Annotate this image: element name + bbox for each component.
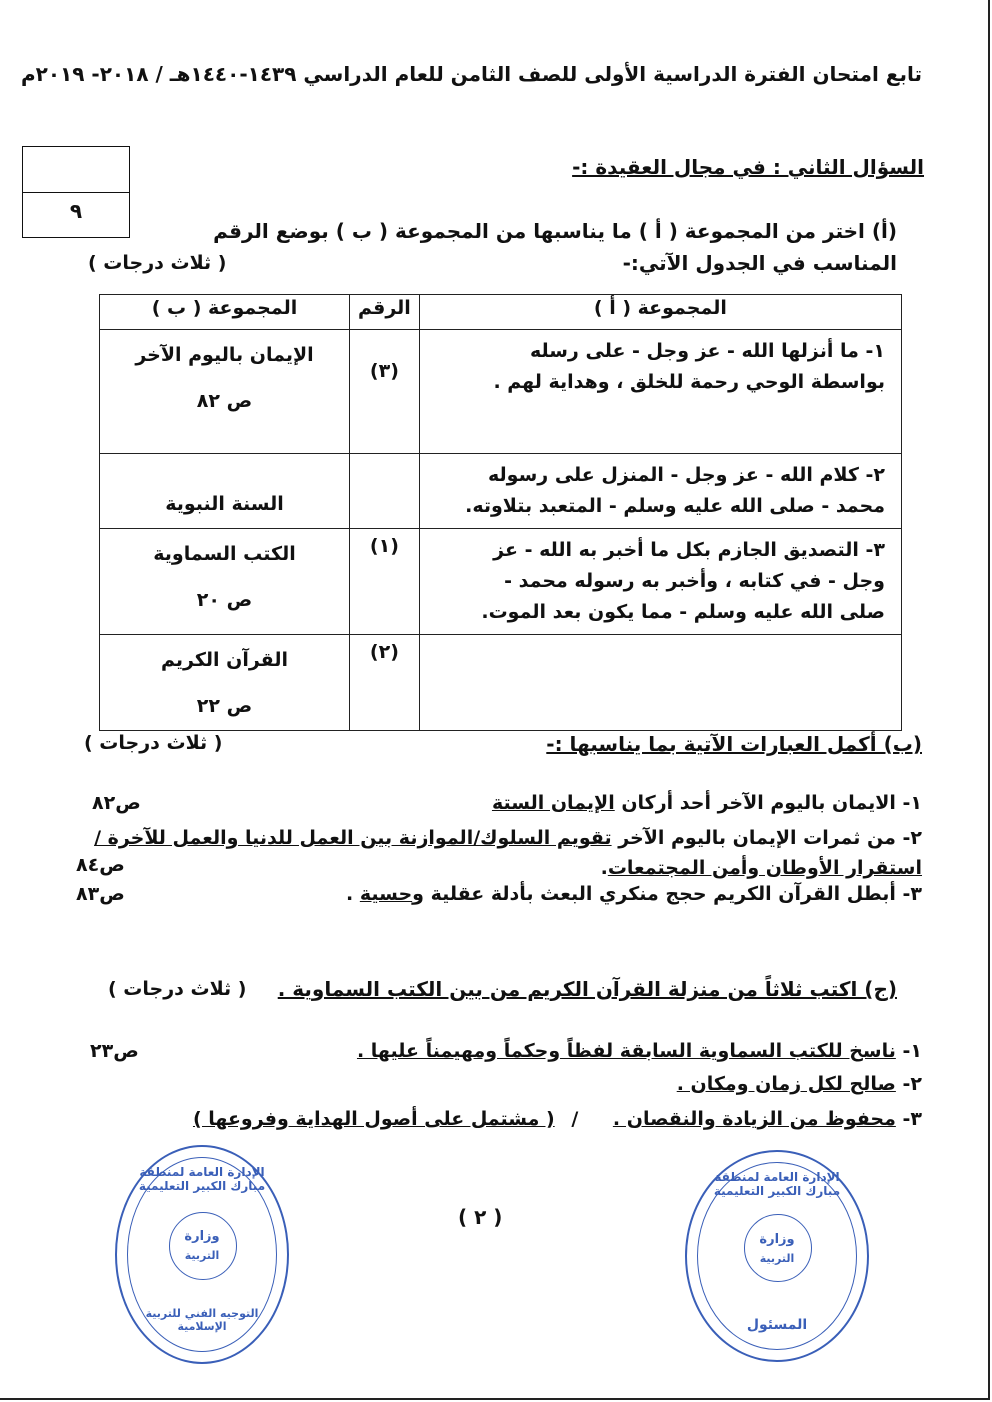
- answer-text: الإيمان الستة: [491, 792, 615, 814]
- part-c-item-2: ٢- صالح لكل زمان ومكان .: [676, 1073, 922, 1095]
- question-title: السؤال الثاني : في مجال العقيدة :-: [572, 155, 924, 179]
- group-b-page: ص ٢٢: [196, 695, 253, 717]
- group-b-cell: [100, 529, 350, 635]
- group-a-cell: ١- ما أنزلها الله - عز وجل - على رسله بواسطة الوحي رحمة للخلق ، وهداية لهم .: [419, 330, 901, 454]
- emblem-icon: [744, 1214, 812, 1282]
- table-row: [100, 330, 902, 454]
- page-ref: ص٨٣: [76, 883, 125, 905]
- part-b-item-3: ٣- أبطل القرآن الكريم حجج منكري البعث بأدلة عقلية وحسية .: [345, 883, 922, 905]
- page-number: ( ٢ ): [458, 1205, 503, 1229]
- left-stamp: الإدارة العامة لمنطقة مبارك الكبير التعليمية وزارة التربية التوجيه الفني للتربية الإسلامية: [115, 1145, 289, 1364]
- part-a-marks: ( ثلاث درجات ): [88, 252, 227, 274]
- part-c-item-1: ١- ناسخ للكتب السماوية السابقة لفظاً وحكماً ومهيمناً عليها .: [356, 1040, 922, 1062]
- number-cell: [350, 454, 420, 529]
- grade-score: ٩: [69, 199, 83, 223]
- group-b-page: ص ٢٠: [196, 589, 253, 611]
- group-b-cell: [100, 454, 350, 529]
- part-c-item-3: ٣- محفوظ من الزيادة والنقصان . / ( مشتمل على أصول الهداية وفروعها ): [192, 1108, 922, 1130]
- group-b-term: الكتب السماوية: [153, 543, 296, 565]
- number-cell: (١): [350, 529, 420, 635]
- part-b-item-1: ١- الايمان باليوم الآخر أحد أركان الإيمان الستة: [491, 792, 922, 814]
- matching-table: [99, 294, 902, 731]
- alt-answer-text: ( مشتمل على أصول الهداية وفروعها ): [192, 1108, 555, 1130]
- group-a-cell: ٣- التصديق الجازم بكل ما أخبر به الله - عز وجل - في كتابه ، وأخبر به رسوله محمد - صلى الله عليه وسلم - مما يكون بعد الموت.: [419, 529, 901, 635]
- number-cell: (٢): [350, 635, 420, 731]
- header-group-b: المجموعة ( ب ): [100, 295, 350, 330]
- page-ref: ص٢٣: [90, 1040, 139, 1062]
- group-b-term: القرآن الكريم: [160, 649, 289, 671]
- part-a-instruction: (أ) اختر من المجموعة ( أ ) ما يناسبها من المجموعة ( ب ) بوضع الرقم المناسب في الجدول الآتي:-: [213, 219, 897, 275]
- group-b-term: السنة النبوية: [165, 493, 284, 515]
- table-header-row: [100, 295, 902, 330]
- grade-box-top: [23, 147, 129, 193]
- part-c-marks: ( ثلاث درجات ): [108, 978, 247, 1000]
- part-b-item-2: ٢- من ثمرات الإيمان باليوم الآخر تقويم السلوك/الموازنة بين العمل للدنيا والعمل للآخرة / استقرار الأوطان وأمن المجتمعات.: [94, 827, 922, 879]
- number-cell: (٣): [350, 330, 420, 454]
- answer-text: تقويم السلوك/الموازنة بين العمل للدنيا والعمل للآخرة / استقرار الأوطان وأمن المجتمعات: [94, 827, 922, 879]
- header-number: الرقم: [350, 295, 420, 330]
- answer-text: صالح لكل زمان ومكان .: [676, 1073, 896, 1095]
- answer-text: محفوظ من الزيادة والنقصان .: [612, 1108, 896, 1130]
- group-a-cell: ٢- كلام الله - عز وجل - المنزل على رسوله محمد - صلى الله عليه وسلم - المتعبد بتلاوته.: [419, 454, 901, 529]
- part-b-marks: ( ثلاث درجات ): [84, 732, 223, 754]
- right-stamp: الإدارة العامة لمنطقة مبارك الكبير التعليمية وزارة التربية المسئول: [685, 1150, 869, 1362]
- grade-box: [22, 146, 130, 238]
- table-row: [100, 529, 902, 635]
- emblem-icon: [169, 1212, 237, 1280]
- answer-text: ناسخ للكتب السماوية السابقة لفظاً وحكماً ومهيمناً عليها .: [356, 1040, 896, 1062]
- group-b-cell: [100, 635, 350, 731]
- page-ref: ص٨٤: [76, 854, 125, 876]
- part-b-title: (ب) أكمل العبارات الآتية بما يناسبها :-: [546, 732, 922, 756]
- part-c-title: (ج) اكتب ثلاثاً من منزلة القرآن الكريم من بين الكتب السماوية .: [277, 977, 897, 1001]
- table-row: [100, 635, 902, 731]
- page-ref: ص٨٢: [92, 792, 141, 814]
- group-a-cell: [419, 635, 901, 731]
- header-group-a: المجموعة ( أ ): [419, 295, 901, 330]
- group-b-cell: [100, 330, 350, 454]
- answer-text: حسية: [359, 883, 413, 905]
- group-b-page: ص ٨٢: [196, 390, 253, 412]
- group-b-term: الإيمان باليوم الآخر: [135, 344, 314, 366]
- exam-header: تابع امتحان الفترة الدراسية الأولى للصف الثامن للعام الدراسي ١٤٣٩-١٤٤٠هـ / ٢٠١٨- ٢٠١٩م: [20, 62, 922, 86]
- table-row: [100, 454, 902, 529]
